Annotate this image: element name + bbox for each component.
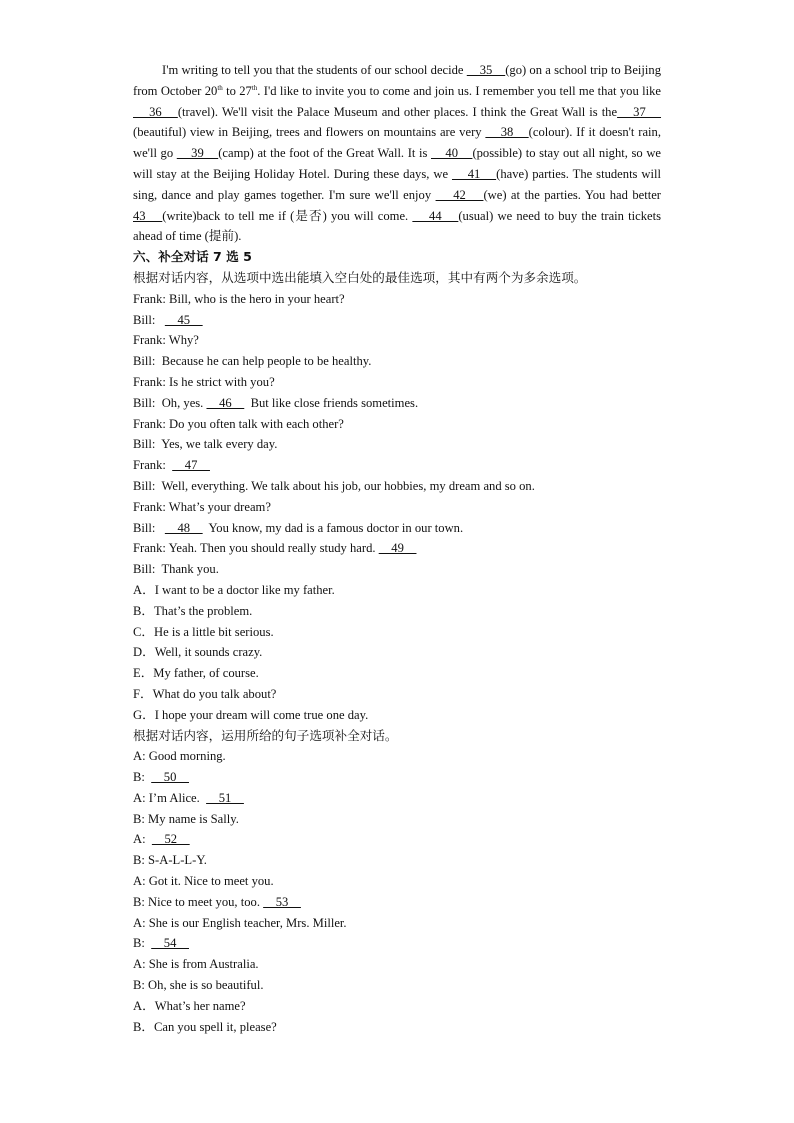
passage-text: (colour). If it doesn't rain, we'll go bbox=[133, 125, 661, 161]
option-item: F．What do you talk about? bbox=[133, 686, 277, 701]
section-instruction-2: 根据对话内容，运用所给的句子选项补全对话。 bbox=[133, 727, 398, 743]
worksheet-page bbox=[133, 60, 661, 1037]
line-text: Nice to meet you, too. bbox=[144, 894, 264, 909]
answer-blank: 47 bbox=[172, 458, 210, 473]
answer-blank: 51 bbox=[206, 790, 244, 805]
option-item: B．That’s the problem. bbox=[133, 603, 253, 618]
line-text: I’m Alice. bbox=[145, 790, 207, 805]
dialogue-line bbox=[133, 289, 661, 310]
answer-blank: 36 bbox=[133, 104, 178, 119]
answer-blank: 37 bbox=[617, 104, 662, 119]
dialogue-line bbox=[133, 788, 661, 809]
dialogue-line bbox=[133, 559, 661, 580]
dialogue-line bbox=[133, 975, 661, 996]
passage-text: (travel). We'll visit the Palace Museum and other places. I think the Great Wall is the bbox=[177, 104, 618, 119]
speaker: B: bbox=[133, 936, 145, 951]
dialogue-line bbox=[133, 330, 661, 351]
answer-blank: 38 bbox=[485, 125, 529, 140]
dialogue-line bbox=[133, 476, 661, 497]
option-item: B．Can you spell it, please? bbox=[133, 1019, 277, 1034]
dialogue-line bbox=[133, 850, 661, 871]
line-text: Yeah. Then you should really study hard. bbox=[165, 541, 379, 556]
passage-text: I'm writing to tell you that the students of our school decide bbox=[162, 63, 467, 77]
line-text: What’s your dream? bbox=[165, 499, 271, 514]
passage-text: to 27 bbox=[222, 83, 252, 98]
dialogue-line bbox=[133, 372, 661, 393]
speaker: A: bbox=[133, 790, 146, 805]
line-text bbox=[155, 521, 164, 535]
speaker: B: bbox=[133, 894, 145, 909]
passage-text: (go) on a school trip to Beijing from October 20 bbox=[133, 63, 662, 98]
speaker: Bill: bbox=[133, 312, 156, 327]
dialogue-line bbox=[133, 913, 661, 934]
answer-blank: 50 bbox=[151, 770, 189, 785]
options-list-2 bbox=[133, 996, 661, 1038]
speaker: B: bbox=[133, 978, 145, 993]
line-text: She is from Australia. bbox=[145, 957, 259, 972]
line-text: Because he can help people to be healthy. bbox=[155, 354, 372, 369]
line-text: But like close friends sometimes. bbox=[244, 395, 419, 410]
passage-text: (usual) we need to buy the train tickets ahead of time (提前). bbox=[133, 208, 661, 244]
dialogue-frank-bill bbox=[133, 289, 661, 580]
answer-blank: 44 bbox=[412, 208, 459, 223]
line-text: Got it. Nice to meet you. bbox=[145, 874, 274, 889]
answer-blank: 48 bbox=[164, 520, 203, 535]
speaker: A: bbox=[133, 915, 146, 930]
speaker: B: bbox=[133, 853, 145, 868]
speaker: A: bbox=[133, 874, 146, 889]
line-text: Well, everything. We talk about his job, our hobbies, my dream and so on. bbox=[155, 478, 535, 493]
answer-blank: 53 bbox=[263, 894, 301, 909]
option-item: E．My father, of course. bbox=[133, 666, 259, 681]
dialogue-line bbox=[133, 434, 661, 455]
dialogue-line bbox=[133, 497, 661, 518]
speaker: B: bbox=[133, 770, 145, 785]
dialogue-line bbox=[133, 393, 661, 414]
section-heading: 六、补全对话 7 选 5 bbox=[133, 249, 252, 265]
line-text: Why? bbox=[165, 333, 199, 348]
dialogue-line bbox=[133, 954, 661, 975]
speaker: Bill: bbox=[133, 354, 156, 369]
speaker: Frank: bbox=[133, 416, 166, 431]
line-text bbox=[155, 313, 164, 327]
passage-text: (possible) to stay out all night, so we will stay at the Beijing Holiday Hotel. During these days, we bbox=[133, 146, 662, 181]
line-text: Do you often talk with each other? bbox=[165, 416, 344, 431]
speaker: Frank: bbox=[133, 541, 166, 556]
cloze-passage bbox=[133, 60, 661, 247]
answer-blank: 54 bbox=[151, 936, 189, 951]
dialogue-line bbox=[133, 538, 661, 559]
dialogue-line bbox=[133, 809, 661, 830]
dialogue-line bbox=[133, 829, 661, 850]
answer-blank: 46 bbox=[206, 395, 245, 410]
line-text: Oh, yes. bbox=[155, 395, 207, 410]
line-text: Thank you. bbox=[155, 562, 219, 577]
speaker: A: bbox=[133, 957, 146, 972]
speaker: Bill: bbox=[133, 520, 156, 535]
superscript: th bbox=[251, 83, 258, 92]
answer-blank: 39 bbox=[176, 146, 219, 161]
line-text: Is he strict with you? bbox=[165, 374, 275, 389]
options-list bbox=[133, 580, 661, 726]
dialogue-line bbox=[133, 892, 661, 913]
answer-blank: 49 bbox=[378, 541, 417, 556]
answer-blank: 52 bbox=[151, 832, 190, 847]
passage-text: (we) at the parties. You had better bbox=[483, 187, 662, 202]
dialogue-line bbox=[133, 871, 661, 892]
dialogue-a-b bbox=[133, 746, 661, 996]
speaker: Bill: bbox=[133, 437, 156, 452]
line-text: Oh, she is so beautiful. bbox=[144, 978, 264, 993]
passage-text: . I'd like to invite you to come and join us. I remember you tell me that you like bbox=[257, 83, 661, 98]
speaker: B: bbox=[133, 811, 145, 826]
speaker: Frank: bbox=[133, 333, 166, 348]
line-text: My name is Sally. bbox=[144, 811, 239, 826]
superscript: th bbox=[217, 83, 223, 92]
speaker: Bill: bbox=[133, 478, 156, 493]
answer-blank: 35 bbox=[466, 63, 506, 77]
option-item: C．He is a little bit serious. bbox=[133, 624, 274, 639]
line-text: Bill, who is the hero in your heart? bbox=[165, 291, 345, 306]
dialogue-line bbox=[133, 518, 661, 539]
option-item: D．Well, it sounds crazy. bbox=[133, 645, 263, 660]
speaker: Frank: bbox=[133, 499, 166, 514]
line-text: You know, my dad is a famous doctor in our town. bbox=[202, 520, 464, 535]
answer-blank: 42 bbox=[435, 187, 484, 202]
line-text: Good morning. bbox=[145, 749, 226, 764]
answer-blank: 45 bbox=[164, 312, 203, 327]
line-text: She is our English teacher, Mrs. Miller. bbox=[145, 915, 347, 930]
dialogue-line bbox=[133, 310, 661, 331]
answer-blank: 41 bbox=[451, 166, 497, 181]
option-item: A．I want to be a doctor like my father. bbox=[133, 582, 335, 597]
speaker: A: bbox=[133, 749, 146, 764]
speaker: Bill: bbox=[133, 395, 156, 410]
dialogue-line bbox=[133, 351, 661, 372]
section-instruction: 根据对话内容，从选项中选出能填入空白处的最佳选项，其中有两个为多余选项。 bbox=[133, 269, 587, 285]
passage-text: (beautiful) view in Beijing, trees and flowers on mountains are very bbox=[133, 125, 486, 140]
option-item: G．I hope your dream will come true one day. bbox=[133, 707, 369, 722]
answer-blank: 43 bbox=[133, 208, 163, 223]
line-text: Yes, we talk every day. bbox=[155, 437, 278, 452]
speaker: Frank: bbox=[133, 458, 166, 473]
dialogue-line bbox=[133, 455, 661, 476]
speaker: Frank: bbox=[133, 374, 166, 389]
dialogue-line bbox=[133, 746, 661, 767]
passage-text: (have) parties. The students will sing, dance and play games together. I'm sure we'll enjoy bbox=[133, 166, 661, 202]
line-text: S-A-L-L-Y. bbox=[144, 853, 207, 868]
answer-blank: 40 bbox=[431, 146, 473, 161]
passage-text: (write)back to tell me if (是否) you will come. bbox=[162, 208, 413, 223]
speaker: Bill: bbox=[133, 562, 156, 577]
option-item: A．What’s her name? bbox=[133, 998, 246, 1013]
speaker: A: bbox=[133, 832, 146, 847]
passage-text: (camp) at the foot of the Great Wall. It is bbox=[218, 146, 431, 161]
speaker: Frank: bbox=[133, 291, 166, 306]
dialogue-line bbox=[133, 933, 661, 954]
dialogue-line bbox=[133, 414, 661, 435]
dialogue-line bbox=[133, 767, 661, 788]
